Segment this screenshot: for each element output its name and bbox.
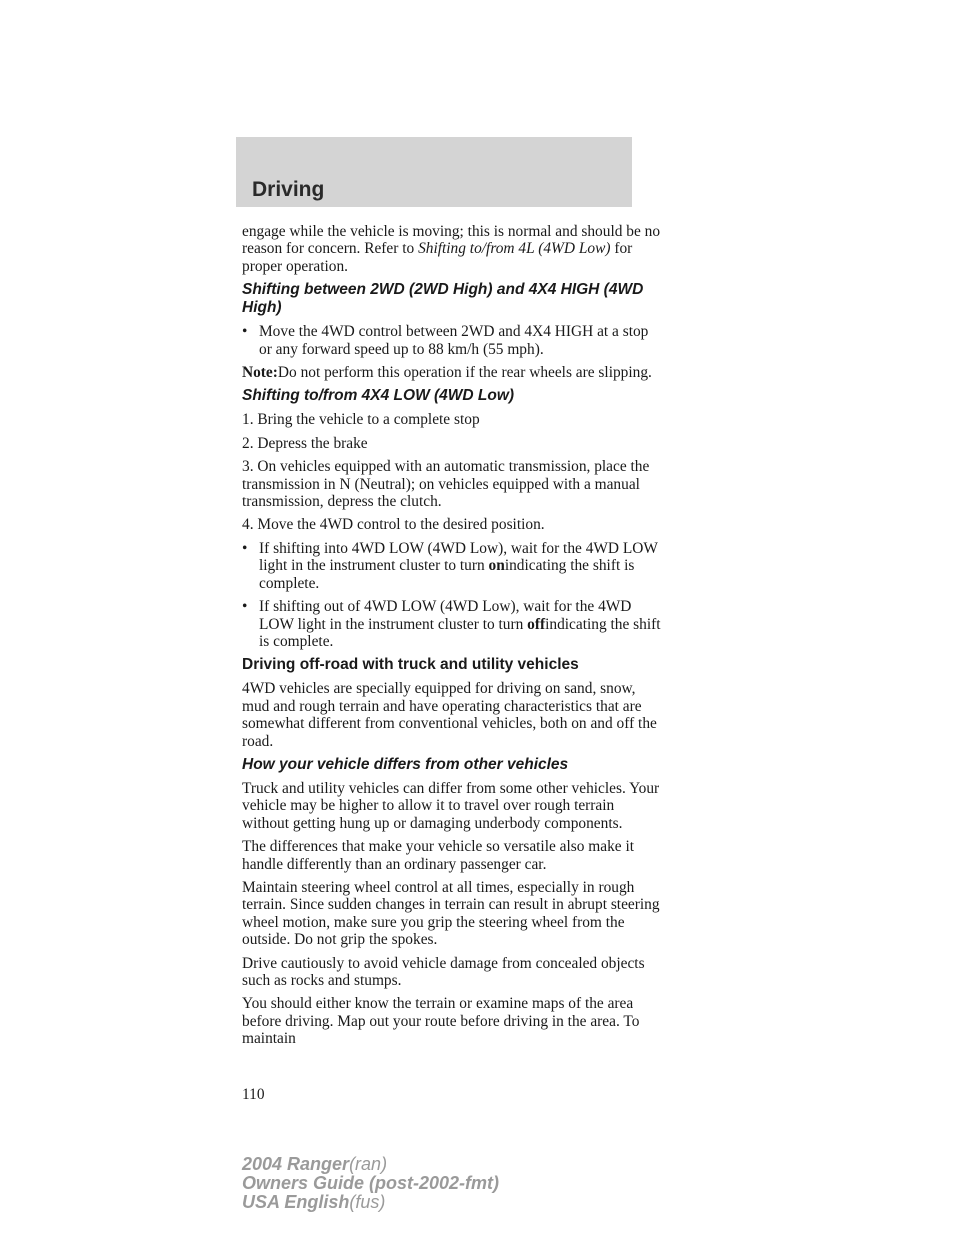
heading-shift-4x4-low: Shifting to/from 4X4 LOW (4WD Low)	[242, 387, 515, 405]
list-item: • If shifting into 4WD LOW (4WD Low), wait for the 4WD LOW light in the instrument cluster to turn onindicating the shift is complete.	[242, 539, 658, 592]
intro-paragraph: engage while the vehicle is moving; this is normal and should be no reason for concern. Refer to Shifting to/from 4L (4WD Low) for proper operation.	[242, 223, 661, 275]
off-road-paragraph: 4WD vehicles are specially equipped for driving on sand, snow, mud and rough terrain and have operating characteristics that are somewhat different from conventional vehicles, both on and off the road.	[242, 680, 657, 750]
note-paragraph: Note:Do not perform this operation if the rear wheels are slipping.	[242, 364, 652, 382]
step-1: 1. Bring the vehicle to a complete stop	[242, 411, 480, 429]
note-label: Note:	[242, 364, 278, 382]
footer-line-guide: Owners Guide (post-2002-fmt)	[242, 1173, 500, 1193]
heading-off-road-driving: Driving off-road with truck and utility vehicles	[242, 656, 579, 674]
list-item: • Move the 4WD control between 2WD and 4X4 HIGH at a stop or any forward speed up to 88 km/h (55 mph).	[242, 323, 649, 358]
bullet-icon: •	[242, 323, 248, 341]
document-footer	[242, 1155, 499, 1212]
step-2: 2. Depress the brake	[242, 434, 368, 452]
differences-paragraph-2: The differences that make your vehicle so versatile also make it handle differently than an ordinary passenger car.	[242, 838, 635, 873]
section-title: Driving	[252, 178, 325, 201]
list-item: • If shifting out of 4WD LOW (4WD Low), wait for the 4WD LOW light in the instrument cluster to turn offindicating the shift is complete.	[242, 598, 661, 650]
cross-reference: Shifting to/from 4L (4WD Low)	[418, 240, 611, 258]
bullet-icon: •	[242, 539, 248, 557]
footer-line-language: USA English(fus)	[242, 1192, 386, 1212]
step-4: 4. Move the 4WD control to the desired position.	[242, 516, 545, 534]
differences-paragraph-1: Truck and utility vehicles can differ from some other vehicles. Your vehicle may be higher to allow it to travel over rough terrain without getting hung up or damaging underbody components.	[242, 779, 660, 832]
bullet-icon: •	[242, 598, 248, 616]
differences-paragraph-4: Drive cautiously to avoid vehicle damage from concealed objects such as rocks and stumps.	[242, 954, 645, 989]
page-number: 110	[242, 1086, 265, 1103]
heading-shift-2wd-4x4-high: Shifting between 2WD (2WD High) and 4X4 HIGH (4WD High)	[242, 281, 644, 317]
differences-paragraph-3: Maintain steering wheel control at all times, especially in rough terrain. Since sudden changes in terrain can result in abrupt steering wheel motion, make sure you grip the steering wheel from the outside. Do not grip the spokes.	[242, 878, 660, 949]
page-content	[242, 223, 662, 1054]
differences-paragraph-5: You should either know the terrain or examine maps of the area before driving. Map out your route before driving in the area. To maintain	[242, 995, 640, 1048]
footer-line-model: 2004 Ranger(ran)	[242, 1154, 388, 1174]
heading-vehicle-differences: How your vehicle differs from other vehicles	[242, 755, 569, 773]
step-3: 3. On vehicles equipped with an automatic transmission, place the transmission in N (Neutral); on vehicles equipped with a manual transmission, depress the clutch.	[242, 458, 650, 511]
